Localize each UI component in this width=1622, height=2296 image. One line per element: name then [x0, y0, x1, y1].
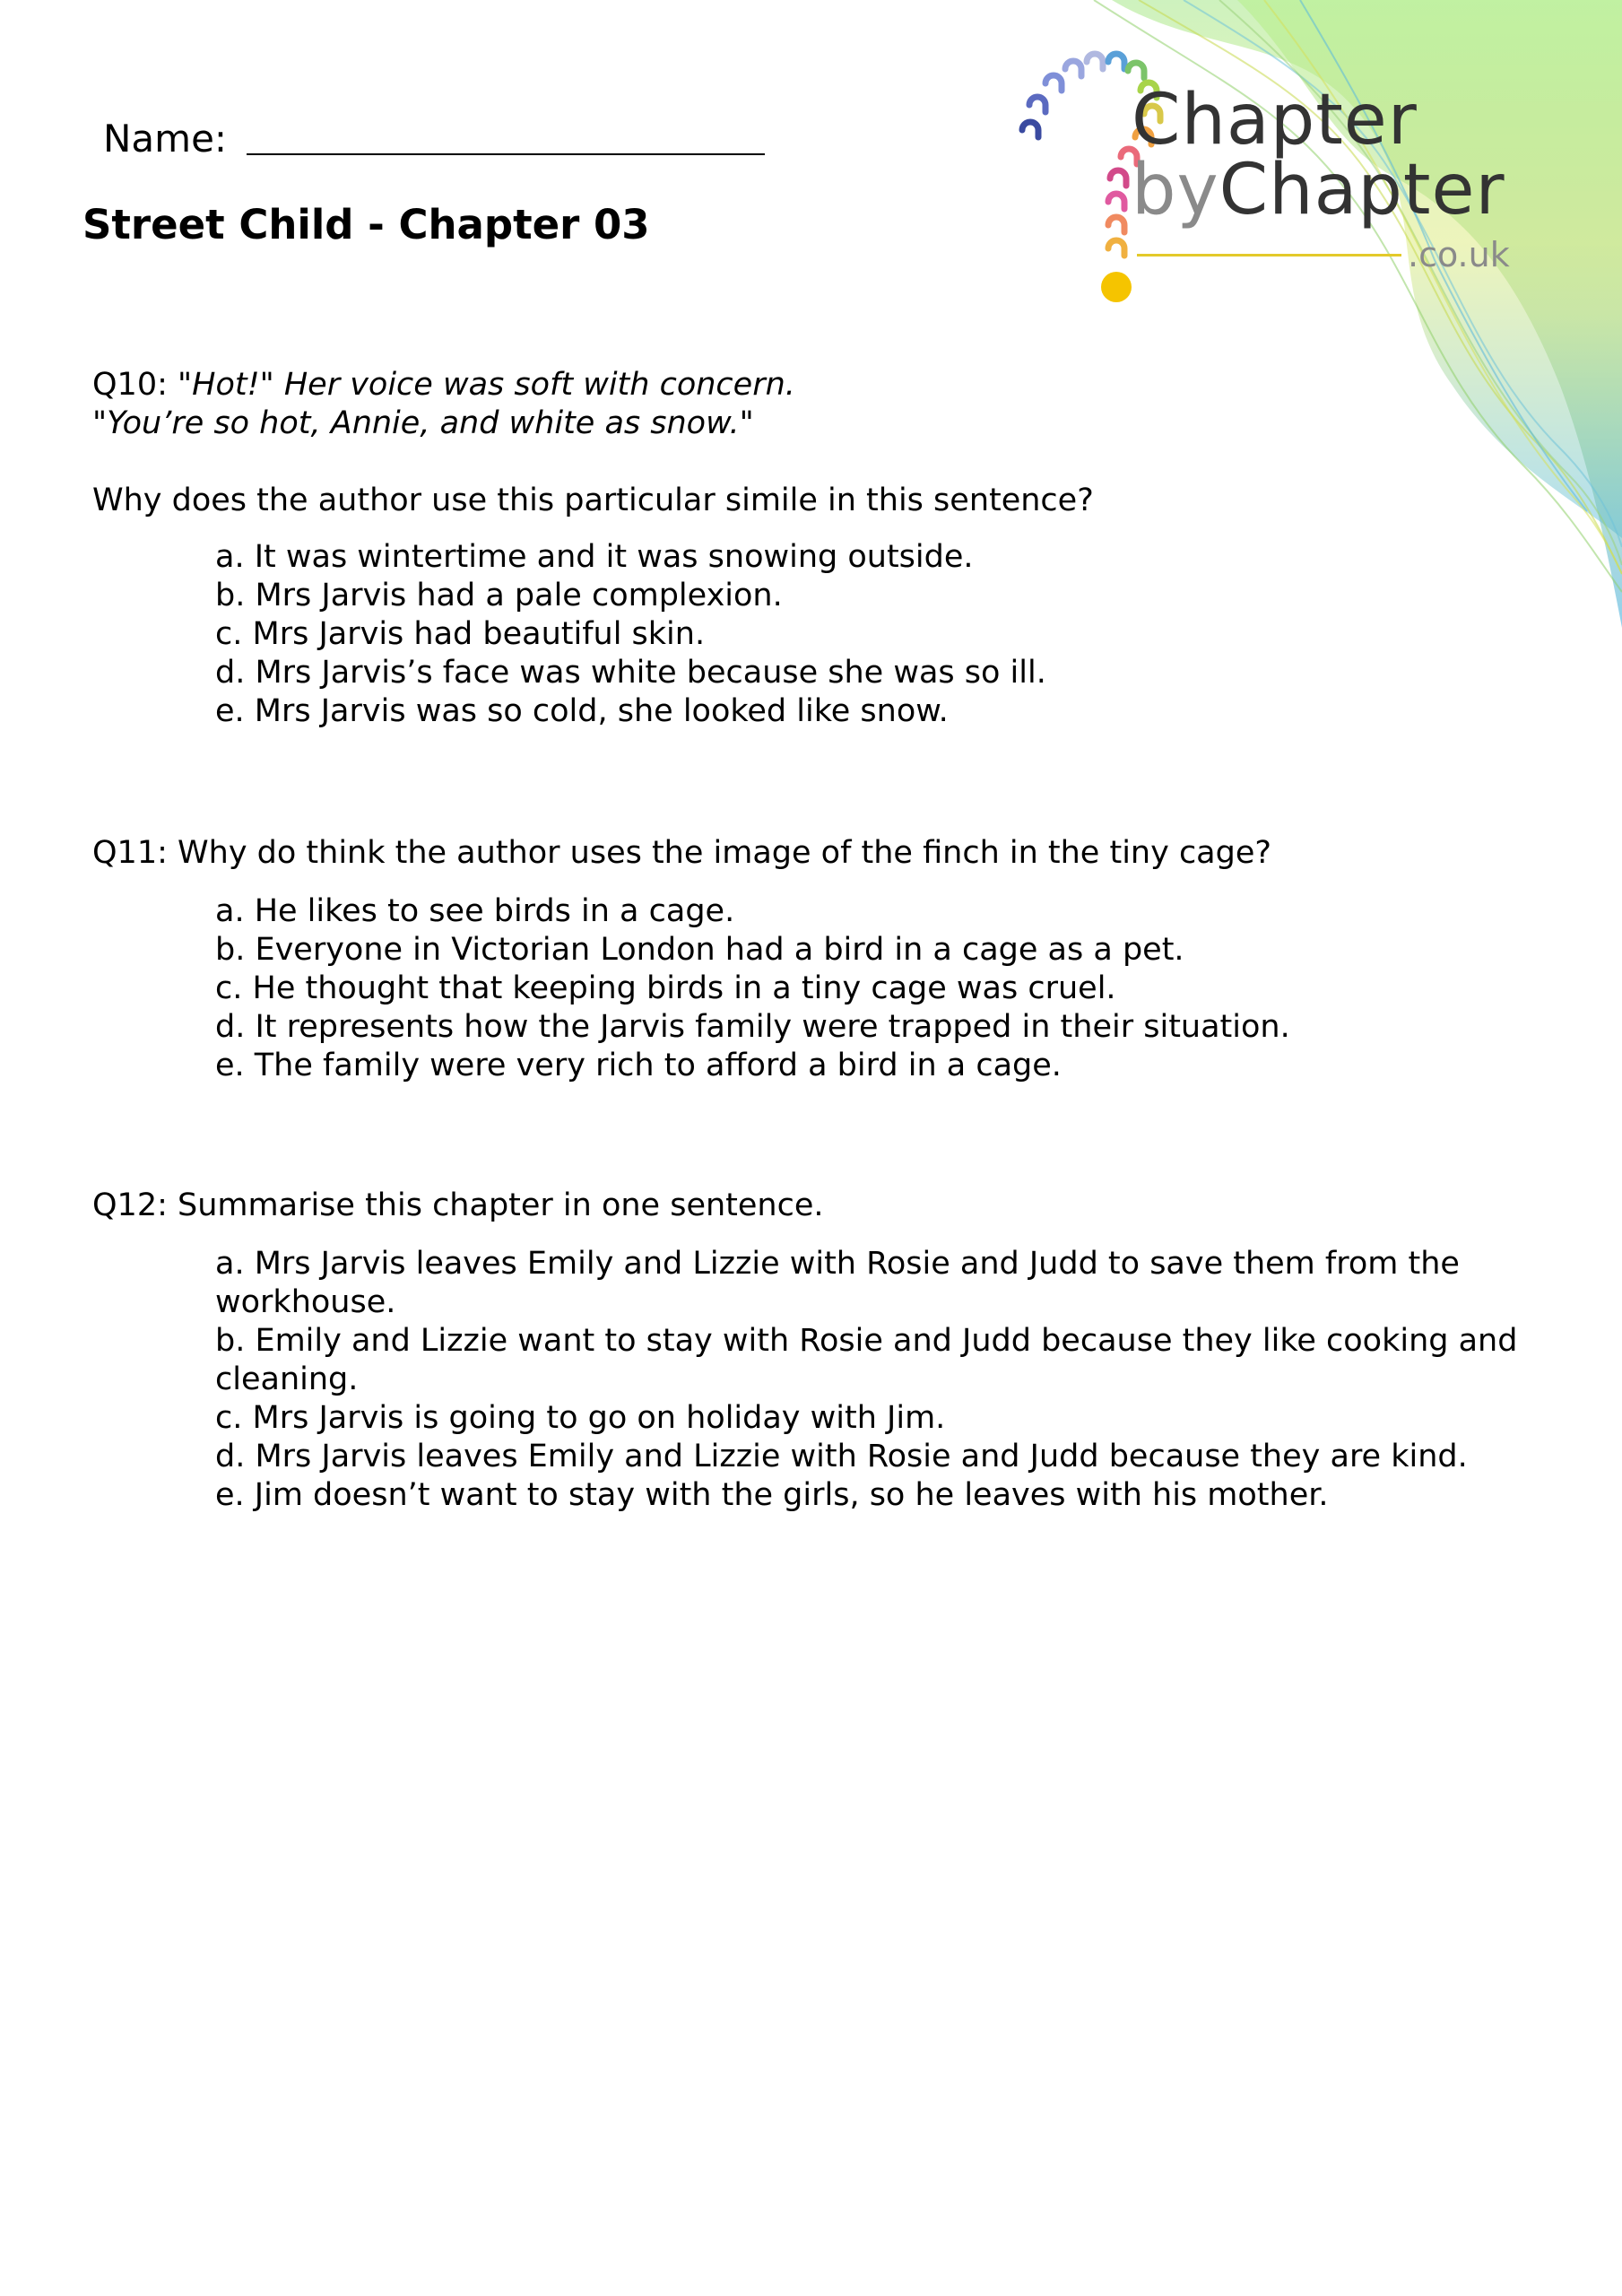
logo-chapter: Chapter — [1219, 150, 1505, 230]
answer-option[interactable]: c. Mrs Jarvis is going to go on holiday with Jim. — [215, 1400, 946, 1436]
answer-option[interactable]: e. Mrs Jarvis was so cold, she looked like snow. — [215, 693, 949, 729]
logo-wordmark-line1: Chapter — [1132, 80, 1418, 161]
question-prompt: Summarise this chapter in one sentence. — [178, 1187, 824, 1223]
answer-options-q12 — [215, 1245, 1551, 1515]
name-label: Name: — [103, 117, 228, 161]
logo-wordmark-line2 — [1132, 150, 1505, 230]
answer-option[interactable]: d. Mrs Jarvis’s face was white because she was so ill. — [215, 655, 1046, 691]
answer-option[interactable]: e. The family were very rich to afford a bird in a cage. — [215, 1048, 1062, 1083]
question-number: Q12: — [92, 1187, 168, 1223]
answer-options-q11 — [215, 892, 1551, 1085]
answer-option[interactable]: a. He likes to see birds in a cage. — [215, 893, 735, 929]
answer-option[interactable]: c. Mrs Jarvis had beautiful skin. — [215, 616, 706, 652]
question-quote-line: "You’re so hot, Annie, and white as snow." — [92, 405, 754, 441]
question-quote-line: "Hot!" Her voice was soft with concern. — [178, 367, 795, 403]
answer-options-q10 — [215, 538, 1551, 731]
question-prompt: Why does the author use this particular simile in this sentence? — [92, 483, 1094, 518]
question-12 — [92, 1187, 1536, 1225]
answer-option[interactable]: b. Emily and Lizzie want to stay with Rosie and Judd because they like cooking and cleaning. — [215, 1323, 1518, 1397]
question-number: Q10: — [92, 367, 168, 403]
answer-option[interactable]: e. Jim doesn’t want to stay with the girls, so he leaves with his mother. — [215, 1477, 1329, 1513]
question-11 — [92, 834, 1536, 873]
answer-option[interactable]: d. It represents how the Jarvis family were trapped in their situation. — [215, 1009, 1290, 1045]
question-prompt: Why do think the author uses the image of the finch in the tiny cage? — [178, 835, 1271, 871]
page-title: Street Child - Chapter 03 — [82, 201, 650, 248]
name-blank-line[interactable] — [247, 153, 765, 155]
answer-option[interactable]: a. Mrs Jarvis leaves Emily and Lizzie with Rosie and Judd to save them from the workhouse. — [215, 1246, 1460, 1320]
answer-option[interactable]: a. It was wintertime and it was snowing outside. — [215, 539, 974, 575]
answer-option[interactable]: b. Everyone in Victorian London had a bird in a cage as a pet. — [215, 932, 1184, 968]
question-10 — [92, 366, 1536, 520]
logo-by: by — [1132, 150, 1219, 230]
question-number: Q11: — [92, 835, 168, 871]
logo-underline — [1137, 254, 1401, 257]
name-field — [103, 117, 765, 161]
logo-domain: .co.uk — [1408, 235, 1510, 274]
answer-option[interactable]: c. He thought that keeping birds in a tiny cage was cruel. — [215, 970, 1116, 1006]
answer-option[interactable]: d. Mrs Jarvis leaves Emily and Lizzie with Rosie and Judd because they are kind. — [215, 1439, 1468, 1474]
answer-option[interactable]: b. Mrs Jarvis had a pale complexion. — [215, 578, 783, 613]
